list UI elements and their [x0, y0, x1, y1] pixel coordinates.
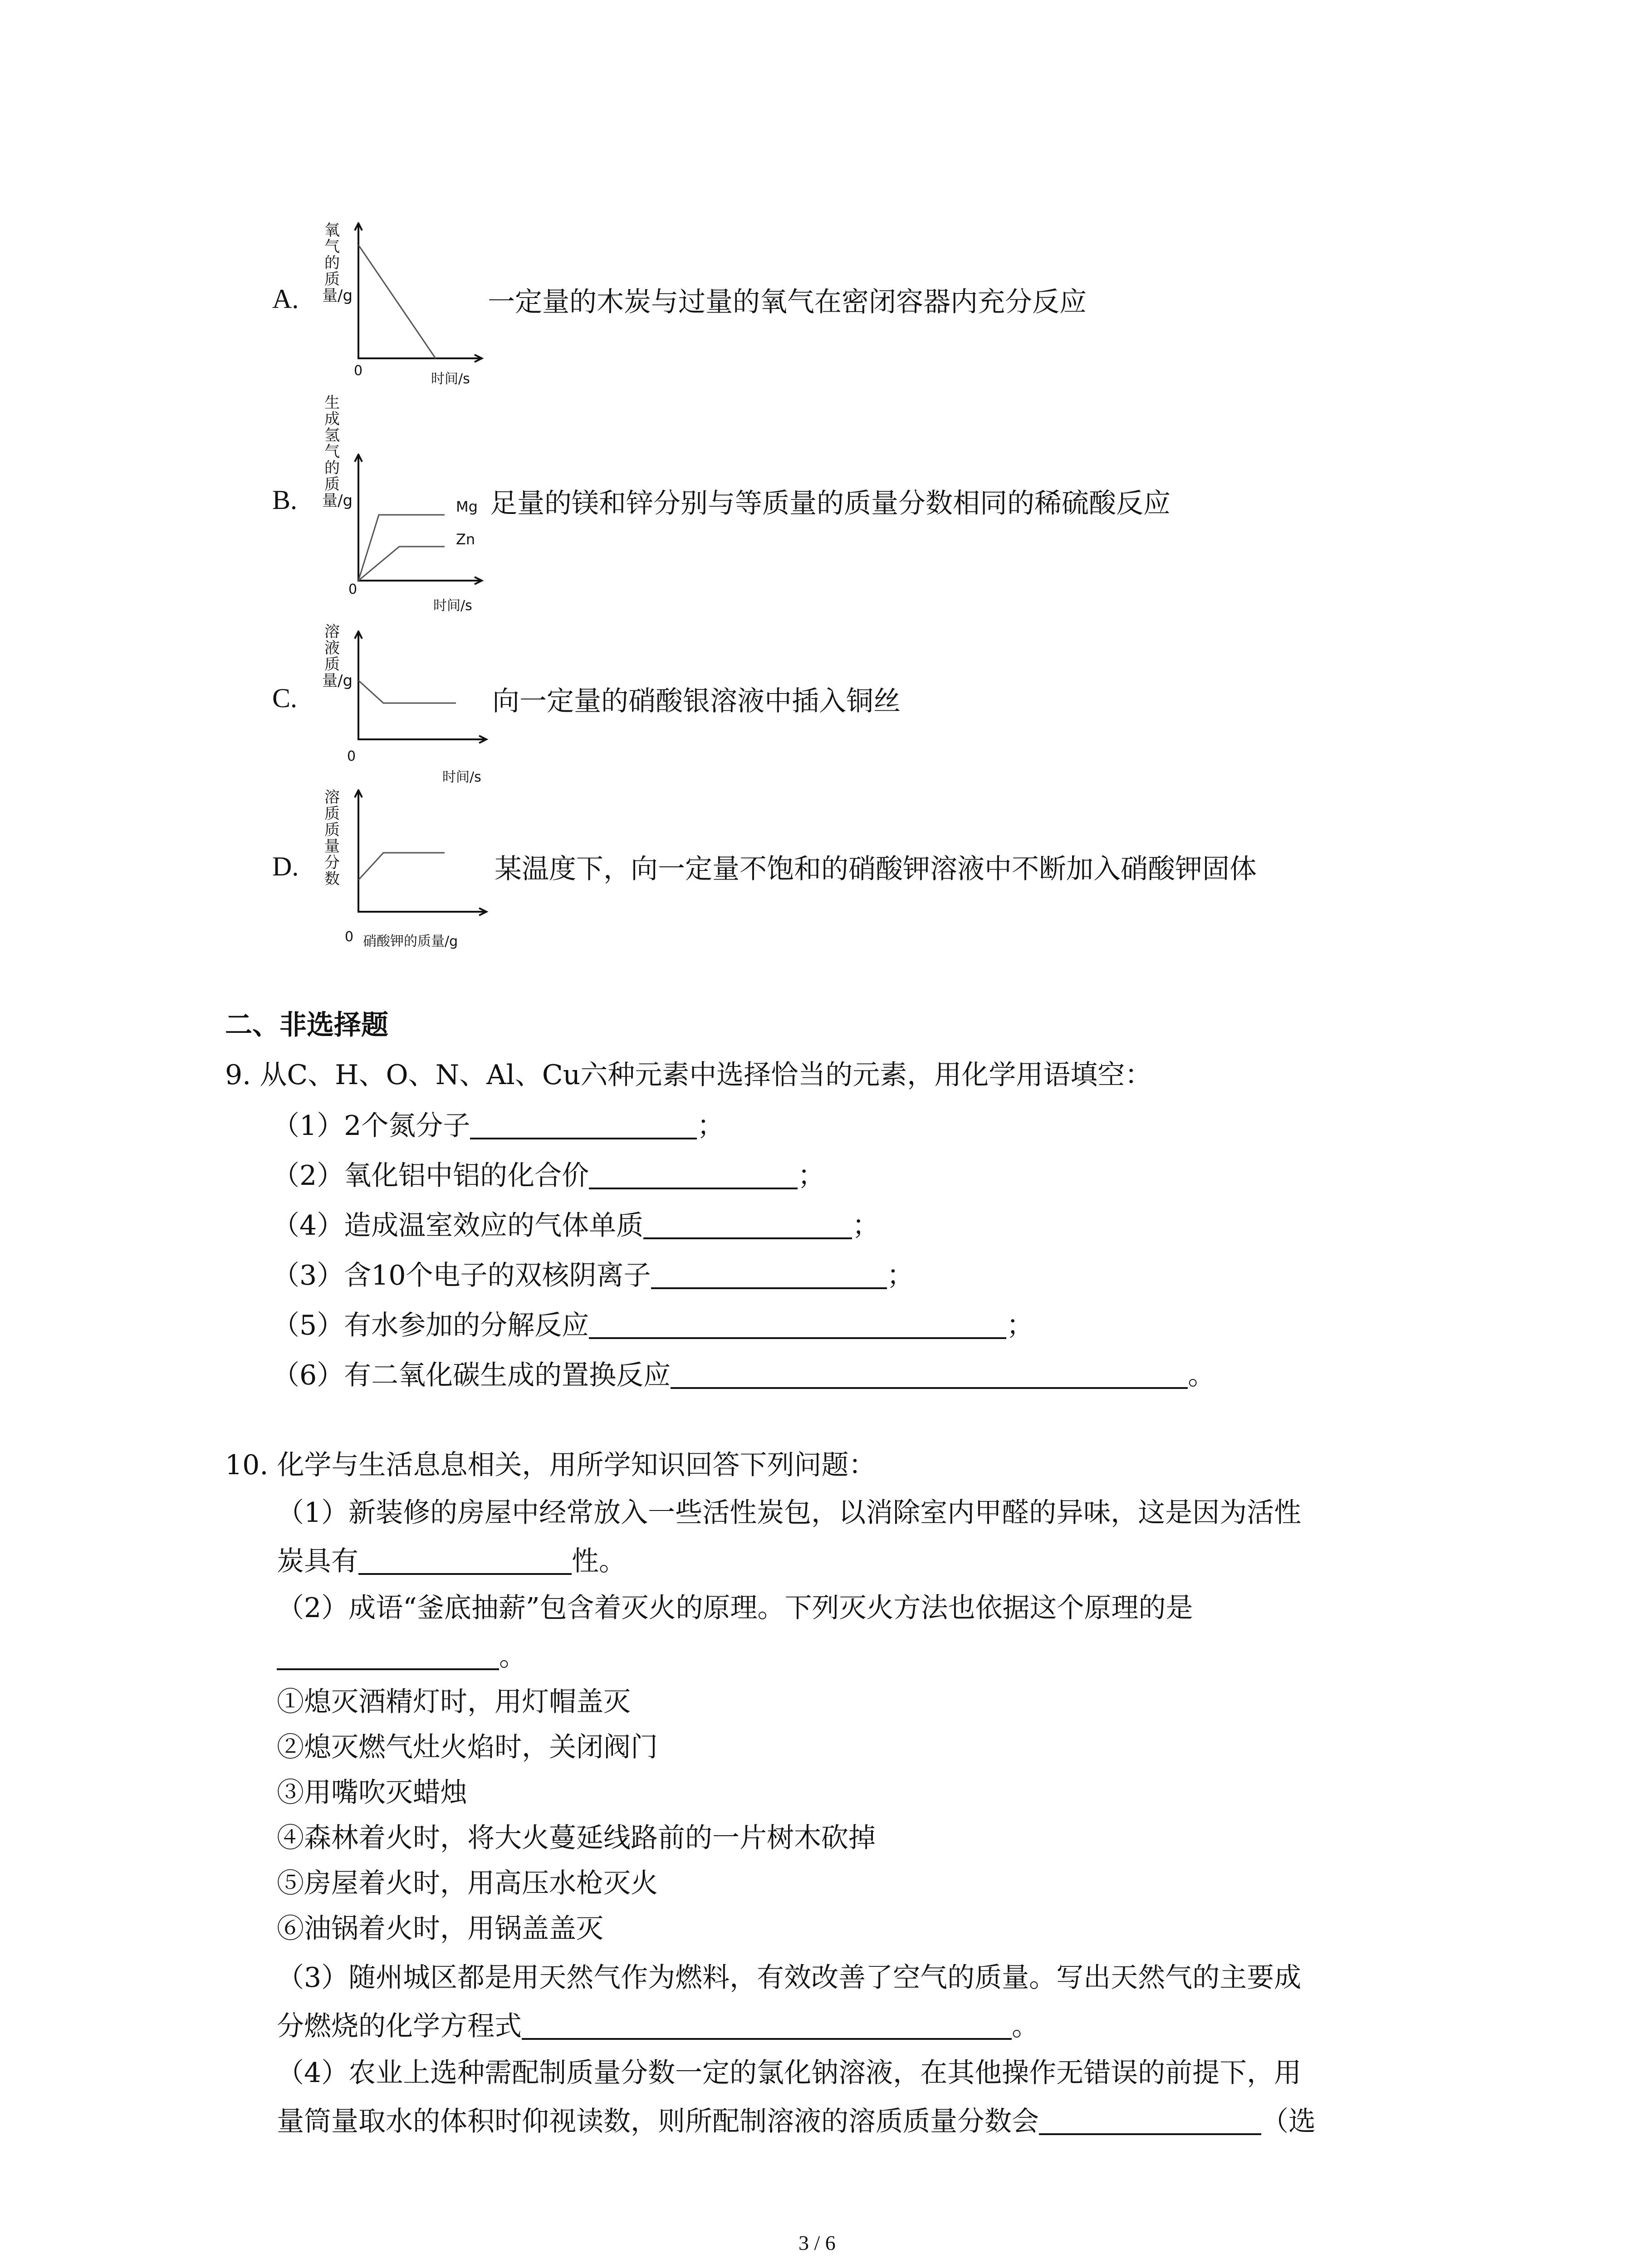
option-d-x-axis-label: 硝酸钾的质量/g [363, 934, 458, 949]
option-a-y-axis-label: 氧气的质量/g [322, 221, 353, 305]
q10-part1-line1: （1）新装修的房屋中经常放入一些活性炭包，以消除室内甲醛的异味，这是因为活性 [277, 1497, 1302, 1529]
q10-part2-blank[interactable] [277, 1642, 499, 1670]
q10-part4-post: （选 [1261, 2106, 1316, 2137]
option-c-origin: 0 [347, 748, 356, 764]
q9-item-2-label: （2）氧化铝中铝的化合价 [272, 1160, 589, 1192]
q10-part4-pre: 量筒量取水的体积时仰视读数，则所配制溶液的溶质质量分数会 [277, 2106, 1039, 2137]
option-c-x-axis-label: 时间/s [442, 769, 481, 785]
option-c-curve [358, 680, 456, 703]
q9-item-6-label: （6）有二氧化碳生成的置换反应 [272, 1359, 671, 1391]
q10-choice-1: ①熄灭酒精灯时，用灯帽盖灭 [277, 1686, 631, 1718]
section-title: 二、非选择题 [225, 1009, 388, 1041]
option-c-y-axis-label: 溶液质量/g [322, 623, 353, 690]
option-b-zn-curve [358, 547, 445, 581]
q9-item-6-blank[interactable] [671, 1361, 1188, 1389]
q10-part1-line2 [277, 1547, 626, 1575]
option-d-curve [358, 853, 445, 880]
option-b-y-axis-label: 生成氢气的质量/g [322, 394, 353, 510]
q9-item-4 [272, 1261, 914, 1289]
option-c-axes [358, 631, 485, 739]
q10-stem: 10. 化学与生活息息相关，用所学知识回答下列问题： [225, 1449, 876, 1481]
option-b-mg-curve [358, 515, 445, 581]
q10-choice-5: ⑤房屋着火时，用高压水枪灭火 [277, 1867, 658, 1899]
option-d-origin: 0 [345, 929, 354, 945]
q9-item-1-end: ； [697, 1110, 725, 1142]
option-a-axes [358, 223, 481, 358]
option-b-origin: 0 [348, 582, 358, 597]
q9-item-6 [272, 1361, 1215, 1389]
q10-part3-pre: 分燃烧的化学方程式 [277, 2010, 522, 2042]
q9-item-1-blank[interactable] [470, 1111, 697, 1139]
q9-item-5-end: ； [1006, 1310, 1034, 1341]
option-c-text: 向一定量的硝酸银溶液中插入铜丝 [492, 685, 901, 717]
q10-part4-blank[interactable] [1039, 2107, 1261, 2135]
q9-item-2-blank[interactable] [589, 1161, 798, 1189]
q9-stem: 9. 从C、H、O、N、Al、Cu六种元素中选择恰当的元素，用化学用语填空： [225, 1059, 1152, 1091]
q9-item-4-label: （3）含10个电子的双核阴离子 [272, 1260, 651, 1291]
option-a-curve [358, 245, 436, 358]
q10-choice-4: ④森林着火时，将大火蔓延线路前的一片树木砍掉 [277, 1822, 876, 1854]
q10-part4-line2 [277, 2107, 1316, 2135]
option-b-axes [358, 455, 481, 581]
q10-part3-line1: （3）随州城区都是用天然气作为燃料，有效改善了空气的质量。写出天然气的主要成 [277, 1962, 1302, 1994]
q9-item-3-end: ； [852, 1210, 880, 1242]
q10-part3-line2 [277, 2012, 1039, 2040]
q10-part1-post: 性。 [572, 1545, 626, 1577]
q9-item-2 [272, 1160, 825, 1192]
q10-part3-blank[interactable] [522, 2012, 1012, 2040]
option-d-axes [358, 790, 485, 912]
option-c-graph [345, 631, 499, 748]
q10-part2-line2 [277, 1642, 526, 1670]
q9-item-6-end: 。 [1188, 1359, 1215, 1391]
q10-part2-post: 。 [499, 1641, 526, 1672]
q9-item-2-end: ； [798, 1160, 825, 1192]
option-a-text: 一定量的木炭与过量的氧气在密闭容器内充分反应 [488, 286, 1087, 318]
option-b-letter: B. [272, 485, 298, 515]
option-d-text: 某温度下，向一定量不饱和的硝酸钾溶液中不断加入硝酸钾固体 [495, 853, 1257, 885]
q9-item-1 [272, 1110, 725, 1142]
option-c-letter: C. [272, 683, 298, 713]
option-a-origin: 0 [354, 363, 363, 379]
option-b-series-zn: Zn [456, 531, 475, 548]
option-a-x-axis-label: 时间/s [431, 371, 470, 387]
q10-part2-line1: （2）成语“釜底抽薪”包含着灭火的原理。下列灭火方法也依据这个原理的是 [277, 1592, 1193, 1624]
q9-item-3-blank[interactable] [643, 1211, 852, 1239]
q9-item-4-end: ； [887, 1260, 914, 1291]
q10-choice-3: ③用嘴吹灭蜡烛 [277, 1777, 467, 1809]
option-a-graph [345, 222, 495, 367]
q10-choice-6: ⑥油锅着火时，用锅盖盖灭 [277, 1913, 603, 1945]
q9-item-5-blank[interactable] [589, 1311, 1006, 1339]
q9-item-3 [272, 1210, 880, 1242]
q10-part1-blank[interactable] [358, 1547, 572, 1575]
q9-item-3-label: （4）造成温室效应的气体单质 [272, 1210, 644, 1242]
option-d-graph [345, 789, 499, 921]
q10-part1-pre: 炭具有 [277, 1545, 358, 1577]
page-number: 3 / 6 [798, 2231, 836, 2254]
option-a-letter: A. [272, 284, 299, 314]
q10-part3-post: 。 [1012, 2010, 1039, 2042]
q9-item-1-label: （1）2个氮分子 [272, 1110, 470, 1142]
q9-item-5 [272, 1311, 1034, 1339]
option-b-x-axis-label: 时间/s [433, 598, 472, 614]
option-b-series-mg: Mg [456, 498, 478, 515]
option-d-y-axis-label: 溶质质量分数 [324, 788, 340, 888]
q10-part4-line1: （4）农业上选种需配制质量分数一定的氯化钠溶液，在其他操作无错误的前提下，用 [277, 2057, 1302, 2089]
option-d-letter: D. [272, 851, 299, 881]
q9-item-4-blank[interactable] [651, 1261, 887, 1289]
q9-item-5-label: （5）有水参加的分解反应 [272, 1310, 589, 1341]
option-b-text: 足量的镁和锌分别与等质量的质量分数相同的稀硫酸反应 [490, 488, 1171, 519]
option-b-graph [345, 454, 495, 599]
q10-choice-2: ②熄灭燃气灶火焰时，关闭阀门 [277, 1731, 658, 1763]
